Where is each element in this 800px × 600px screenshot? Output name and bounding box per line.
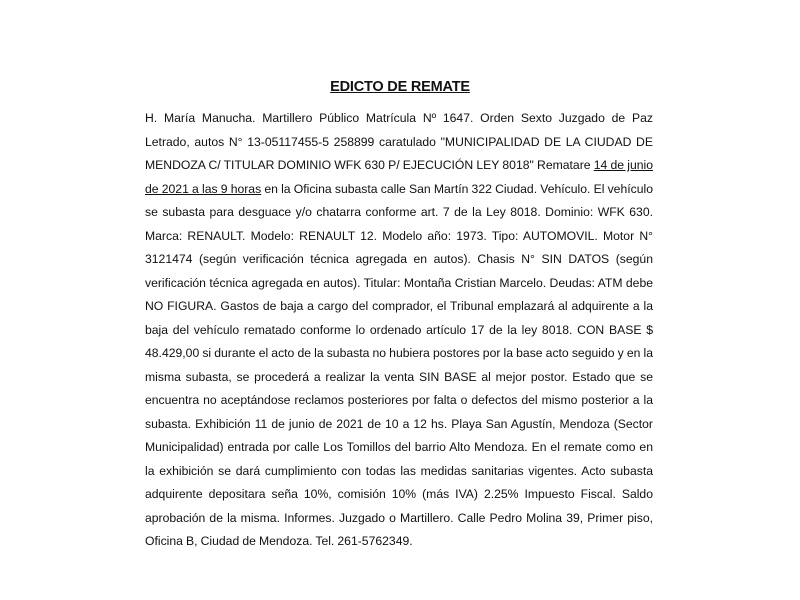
body-text-part2: en la Oficina subasta calle San Martín 322 Ciudad. Vehículo. El vehículo se subasta para desguace y/o chatarra conforme art. 7 de la Ley 8018. Dominio: WFK 630. Marca: RENAULT. Modelo: RENAULT 12. Modelo año: 1973. Tipo: AUTOMOVIL. Motor N° 3121474 (según verificación técnica agregada en autos). Chasis N° SIN DATOS (según verificación técnica agregada en autos). Titular: Montaña Cristian Marcelo. Deudas: ATM debe NO FIGURA. Gastos de baja a cargo del comprador, el Tribunal emplazará al adquirente a la baja del vehículo rematado conforme lo ordenado artículo 17 de la ley 8018. CON BASE $ 48.429,00 si durante el acto de la subasta no hubiera postores por la base acto seguido y en la misma subasta, se procederá a realizar la venta SIN BASE al mejor postor. Estado que se encuentra no aceptándose reclamos posteriores por falta o defectos del mismo posterior a la subasta. Exhibición 11 de junio de 2021 de 10 a 12 hs. Playa San Agustín, Mendoza (Sector Municipalidad) entrada por calle Los Tomillos del barrio Alto Mendoza. En el remate como en la exhibición se dará cumplimiento con todas las medidas sanitarias vigentes. Acto subasta adquirente depositara seña 10%, comisión 10% (más IVA) 2.25% Impuesto Fiscal. Saldo aprobación de la misma. Informes. Juzgado o Martillero. Calle Pedro Molina 39, Primer piso, Oficina B, Ciudad de Mendoza. Tel. 261-5762349. — [145, 181, 653, 548]
document-body — [145, 107, 653, 554]
auction-date: 14 de junio de 2021 a las 9 horas — [145, 158, 653, 196]
body-text-part1: H. María Manucha. Martillero Público Matrícula Nº 1647. Orden Sexto Juzgado de Paz Letrado, autos N° 13-05117455-5 258899 caratulado "MUNICIPALIDAD DE LA CIUDAD DE MENDOZA C/ TITULAR DOMINIO WFK 630 P/ EJECUCIÓN LEY 8018" Rematare — [145, 111, 653, 172]
document-title: EDICTO DE REMATE — [330, 79, 470, 95]
